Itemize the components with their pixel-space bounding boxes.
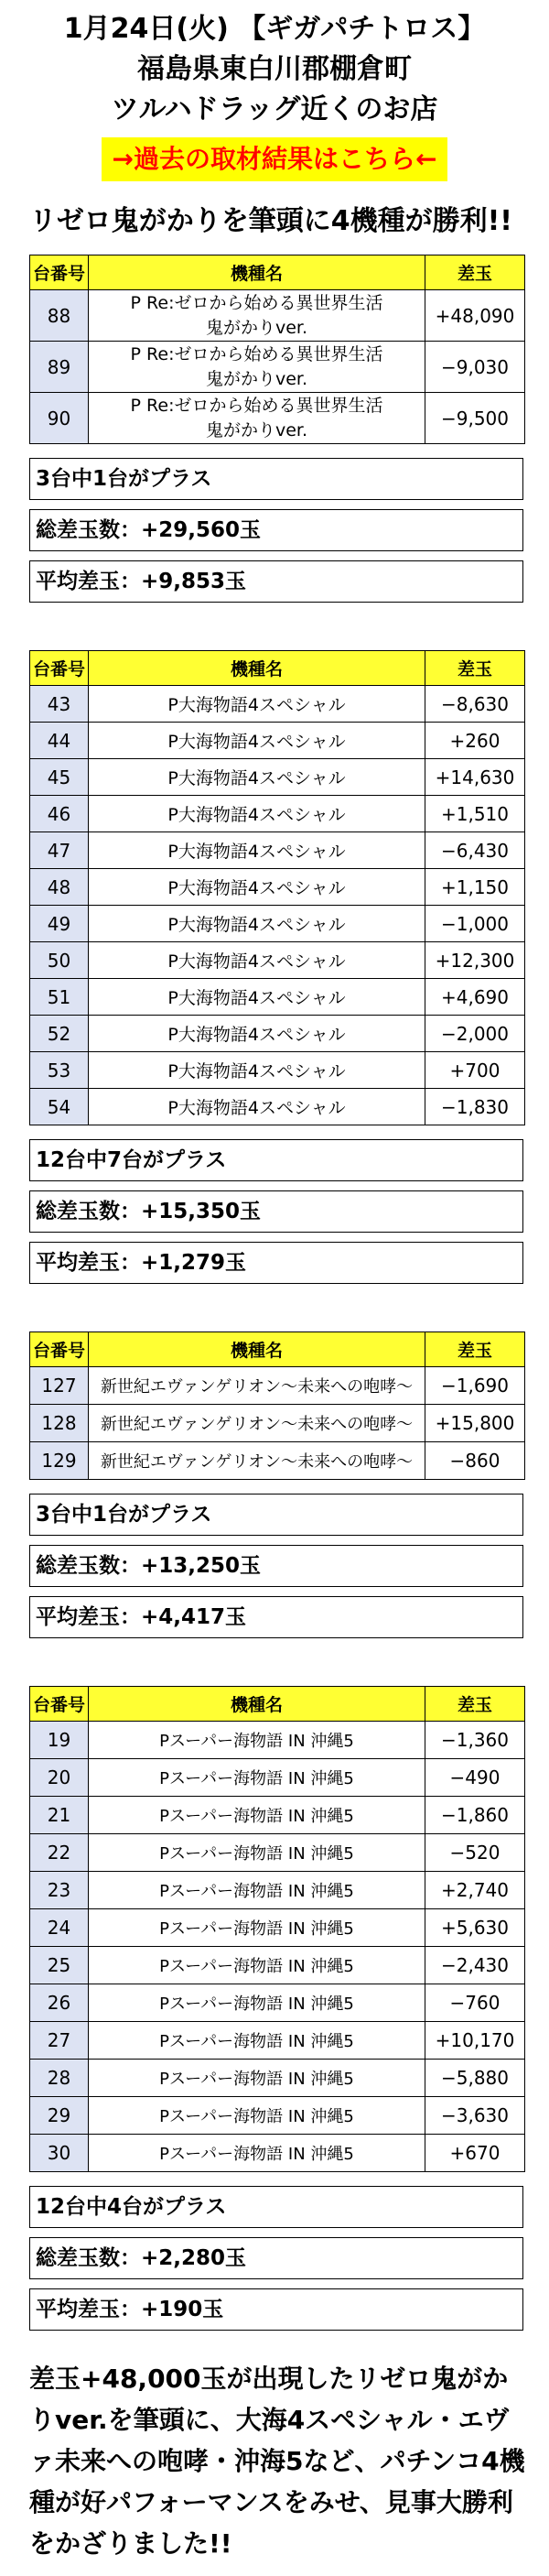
machine-number: 128 [30,1405,89,1442]
column-header-number: 台番号 [30,651,89,686]
machine-name: Pスーパー海物語 IN 沖縄5 [89,1834,425,1872]
machine-number: 43 [30,686,89,723]
ball-difference: −1,860 [425,1797,525,1834]
machine-name: P大海物語4スペシャル [89,759,425,796]
table-row [30,869,525,906]
table-row [30,2022,525,2060]
ball-difference: −3,630 [425,2097,525,2135]
machine-name: Pスーパー海物語 IN 沖縄5 [89,2097,425,2135]
machine-number: 45 [30,759,89,796]
past-results-link-row [0,137,549,185]
table-row [30,2097,525,2135]
ball-difference: +2,740 [425,1872,525,1909]
ball-difference: +1,510 [425,796,525,832]
total-diff-box: 総差玉数：+13,250玉 [29,1545,523,1587]
machine-name: P大海物語4スペシャル [89,796,425,832]
table-row [30,906,525,942]
table-row [30,2135,525,2172]
machine-number: 49 [30,906,89,942]
total-diff-box: 総差玉数：+29,560玉 [29,509,523,551]
ball-difference: +48,090 [425,290,525,342]
machine-name: P大海物語4スペシャル [89,832,425,869]
machine-name: Pスーパー海物語 IN 沖縄5 [89,1797,425,1834]
plus-count-box: 3台中1台がプラス [29,458,523,500]
ball-difference: −1,830 [425,1089,525,1125]
ball-difference: −860 [425,1442,525,1480]
total-diff-box: 総差玉数：+15,350玉 [29,1190,523,1233]
plus-count-box: 3台中1台がプラス [29,1494,523,1536]
machine-name-line2: 鬼がかりver. [205,368,308,389]
table-header-row [30,1687,525,1722]
machine-name-line1: P Re:ゼロから始める異世界生活 [130,343,383,364]
ball-difference: −1,690 [425,1367,525,1405]
table-row [30,1947,525,1984]
ball-difference: −1,360 [425,1722,525,1759]
machine-number: 127 [30,1367,89,1405]
machine-number: 25 [30,1947,89,1984]
total-diff-box: 総差玉数：+2,280玉 [29,2237,523,2279]
machine-number: 47 [30,832,89,869]
machine-number: 24 [30,1909,89,1947]
ball-difference: +5,630 [425,1909,525,1947]
table-row [30,1016,525,1052]
machine-name: P大海物語4スペシャル [89,1089,425,1125]
machine-name [89,342,425,393]
table-row [30,1759,525,1797]
ball-difference: −2,430 [425,1947,525,1984]
ball-difference: −5,880 [425,2060,525,2097]
table-row [30,1405,525,1442]
results-group-umi4sp [29,650,525,1284]
machine-number: 51 [30,979,89,1016]
column-header-diff: 差玉 [425,1332,525,1367]
title-block [0,0,549,130]
average-diff-box: 平均差玉：+190玉 [29,2288,523,2331]
ball-difference: −1,000 [425,906,525,942]
table-row [30,2060,525,2097]
column-header-number: 台番号 [30,1332,89,1367]
machine-number: 50 [30,942,89,979]
past-results-link[interactable]: →過去の取材結果はこちら← [102,137,448,181]
machine-name: Pスーパー海物語 IN 沖縄5 [89,1759,425,1797]
ball-difference: +4,690 [425,979,525,1016]
table-row [30,1089,525,1125]
machine-name: P大海物語4スペシャル [89,723,425,759]
table-row [30,1984,525,2022]
column-header-model: 機種名 [89,1332,425,1367]
table-row [30,290,525,342]
date-title: 1月24日(火) 【ギガパチトロス】 [63,13,486,45]
results-table [29,255,525,444]
table-row [30,832,525,869]
table-row [30,1872,525,1909]
machine-number: 53 [30,1052,89,1089]
ball-difference: +10,170 [425,2022,525,2060]
plus-count-box: 12台中7台がプラス [29,1139,523,1181]
column-header-model: 機種名 [89,1687,425,1722]
table-row [30,942,525,979]
machine-number: 21 [30,1797,89,1834]
ball-difference: −9,030 [425,342,525,393]
machine-name: Pスーパー海物語 IN 沖縄5 [89,2060,425,2097]
machine-name: 新世紀エヴァンゲリオン〜未来への咆哮〜 [89,1442,425,1480]
machine-name: 新世紀エヴァンゲリオン〜未来への咆哮〜 [89,1367,425,1405]
machine-name: 新世紀エヴァンゲリオン〜未来への咆哮〜 [89,1405,425,1442]
machine-number: 89 [30,342,89,393]
ball-difference: +1,150 [425,869,525,906]
machine-name: P大海物語4スペシャル [89,1016,425,1052]
machine-name [89,290,425,342]
results-table [29,1331,525,1480]
machine-number: 46 [30,796,89,832]
machine-name: Pスーパー海物語 IN 沖縄5 [89,1872,425,1909]
headline: リゼロ鬼がかりを筆頭に4機種が勝利!! [29,205,512,237]
machine-name [89,393,425,444]
table-row [30,1722,525,1759]
table-header-row [30,651,525,686]
machine-number: 90 [30,393,89,444]
ball-difference: −2,000 [425,1016,525,1052]
machine-number: 22 [30,1834,89,1872]
table-row [30,1367,525,1405]
machine-number: 20 [30,1759,89,1797]
machine-name-line1: P Re:ゼロから始める異世界生活 [130,395,383,416]
machine-name: Pスーパー海物語 IN 沖縄5 [89,2022,425,2060]
machine-number: 27 [30,2022,89,2060]
table-header-row [30,255,525,290]
location-title: 福島県東白川郡棚倉町 [137,53,412,85]
machine-name-line2: 鬼がかりver. [205,317,308,338]
machine-number: 30 [30,2135,89,2172]
ball-difference: +14,630 [425,759,525,796]
results-group-okinawa5 [29,1686,525,2331]
table-row [30,1797,525,1834]
machine-name-line2: 鬼がかりver. [205,419,308,440]
ball-difference: −6,430 [425,832,525,869]
ball-difference: +12,300 [425,942,525,979]
machine-name: P大海物語4スペシャル [89,979,425,1016]
table-row [30,1052,525,1089]
machine-name: Pスーパー海物語 IN 沖縄5 [89,2135,425,2172]
column-header-model: 機種名 [89,255,425,290]
table-row [30,759,525,796]
machine-number: 44 [30,723,89,759]
machine-number: 54 [30,1089,89,1125]
machine-name: P大海物語4スペシャル [89,906,425,942]
machine-name: P大海物語4スペシャル [89,869,425,906]
table-row [30,1442,525,1480]
machine-number: 48 [30,869,89,906]
ball-difference: +700 [425,1052,525,1089]
machine-name: Pスーパー海物語 IN 沖縄5 [89,1947,425,1984]
results-group-rezero [29,255,525,603]
table-row [30,1909,525,1947]
results-table [29,650,525,1125]
machine-name-line1: P Re:ゼロから始める異世界生活 [130,292,383,313]
table-row [30,723,525,759]
average-diff-box: 平均差玉：+1,279玉 [29,1242,523,1284]
machine-name: P大海物語4スペシャル [89,942,425,979]
table-row [30,796,525,832]
machine-number: 129 [30,1442,89,1480]
column-header-number: 台番号 [30,255,89,290]
column-header-diff: 差玉 [425,651,525,686]
machine-number: 29 [30,2097,89,2135]
machine-name: P大海物語4スペシャル [89,1052,425,1089]
machine-number: 28 [30,2060,89,2097]
machine-name: Pスーパー海物語 IN 沖縄5 [89,1909,425,1947]
average-diff-box: 平均差玉：+4,417玉 [29,1596,523,1638]
plus-count-box: 12台中4台がプラス [29,2186,523,2228]
table-row [30,342,525,393]
machine-number: 52 [30,1016,89,1052]
table-row [30,686,525,723]
column-header-diff: 差玉 [425,1687,525,1722]
results-table [29,1686,525,2172]
closing-summary: 差玉+48,000玉が出現したリゼロ鬼がかりver.を筆頭に、大海4スペシャル・エヴァ未来への咆哮・沖海5など、パチンコ4機種が好パフォーマンスをみせ、見事大勝利をかざりました!! [29,2364,525,2559]
landmark-title: ツルハドラッグ近くのお店 [111,93,438,125]
table-header-row [30,1332,525,1367]
results-group-eva [29,1331,525,1638]
ball-difference: −8,630 [425,686,525,723]
ball-difference: −520 [425,1834,525,1872]
machine-number: 88 [30,290,89,342]
machine-number: 19 [30,1722,89,1759]
machine-name: Pスーパー海物語 IN 沖縄5 [89,1722,425,1759]
table-row [30,1834,525,1872]
table-row [30,979,525,1016]
ball-difference: −760 [425,1984,525,2022]
ball-difference: +670 [425,2135,525,2172]
table-row [30,393,525,444]
ball-difference: +15,800 [425,1405,525,1442]
ball-difference: +260 [425,723,525,759]
ball-difference: −490 [425,1759,525,1797]
average-diff-box: 平均差玉：+9,853玉 [29,560,523,603]
machine-name: Pスーパー海物語 IN 沖縄5 [89,1984,425,2022]
column-header-number: 台番号 [30,1687,89,1722]
machine-name: P大海物語4スペシャル [89,686,425,723]
machine-number: 23 [30,1872,89,1909]
column-header-diff: 差玉 [425,255,525,290]
machine-number: 26 [30,1984,89,2022]
column-header-model: 機種名 [89,651,425,686]
ball-difference: −9,500 [425,393,525,444]
